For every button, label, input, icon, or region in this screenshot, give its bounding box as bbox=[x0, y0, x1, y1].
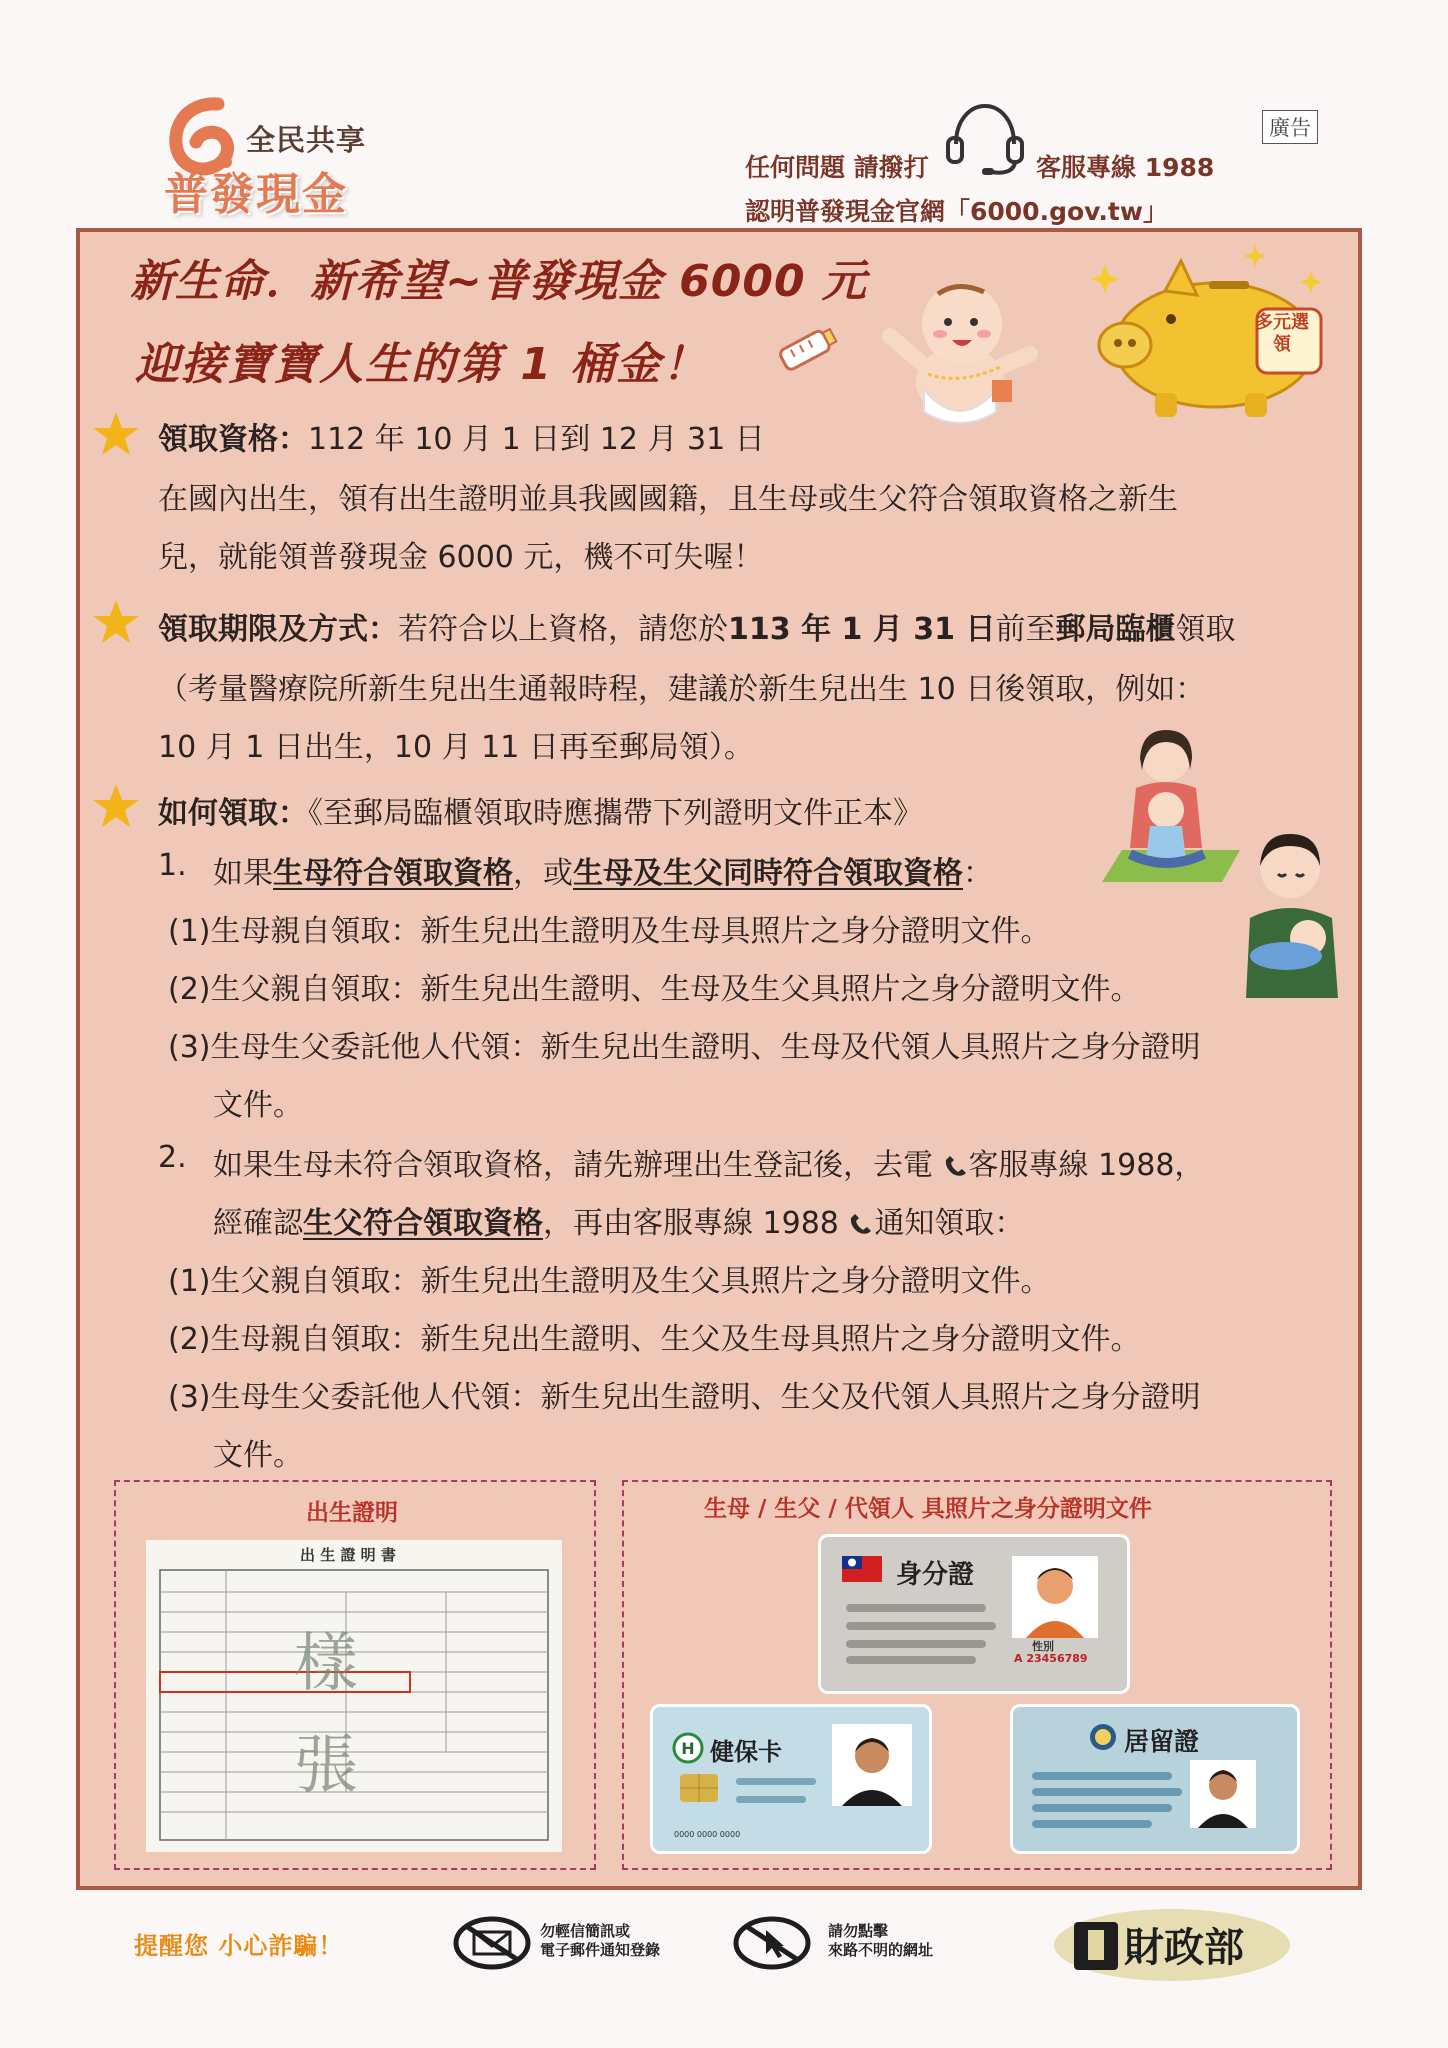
item1-mother-eligible: 生母符合領取資格 bbox=[273, 856, 513, 891]
headline-line2: 迎接寶寶人生的第 1 桶金！ bbox=[135, 339, 709, 390]
item1-number: 1. bbox=[158, 848, 187, 883]
item1-text-c: ，或 bbox=[513, 856, 573, 891]
sample-stamp-1: 樣 bbox=[294, 1627, 358, 1701]
portrait-photo-icon bbox=[1012, 1556, 1098, 1638]
deadline-text-1: 若符合以上資格，請您於 bbox=[398, 612, 728, 647]
id-number: A 23456789 bbox=[1014, 1652, 1088, 1665]
portrait-photo-icon bbox=[832, 1724, 912, 1806]
phone-icon bbox=[943, 1156, 969, 1178]
item2-text-c: 經確認 bbox=[213, 1206, 303, 1241]
eligibility-body-1: 在國內出生，領有出生證明並具我國國籍，且生母或生父符合領取資格之新生 bbox=[158, 482, 1178, 517]
chip-icon bbox=[680, 1774, 718, 1802]
mother-baby-illustration-icon bbox=[1092, 722, 1240, 890]
item1-sub3-cont: 文件。 bbox=[213, 1088, 303, 1123]
no-click-icon bbox=[732, 1916, 812, 1970]
deadline-date: 113 年 1 月 31 日 bbox=[728, 612, 996, 647]
sms-warning-line1: 勿輕信簡訊或 bbox=[540, 1922, 631, 1940]
portrait-photo-icon bbox=[1190, 1760, 1256, 1828]
nhi-lines-icon bbox=[736, 1778, 816, 1806]
item2-text-f: 通知領取： bbox=[874, 1206, 1025, 1241]
phone-icon bbox=[848, 1214, 874, 1236]
nhi-logo-icon bbox=[672, 1732, 704, 1764]
flag-icon bbox=[842, 1556, 882, 1582]
baby-illustration-icon bbox=[868, 262, 1048, 437]
nhi-number: 0000 0000 0000 bbox=[674, 1830, 741, 1839]
item2-text-a: 如果生母未符合領取資格，請先辦理出生登記後，去電 bbox=[213, 1148, 933, 1183]
item2-father-eligible: 生父符合領取資格 bbox=[303, 1206, 543, 1241]
star-icon bbox=[92, 410, 140, 458]
item2-text-e: ，再由客服專線 1988 bbox=[543, 1206, 839, 1241]
svg-text:H: H bbox=[681, 1739, 695, 1758]
item2-hotline: 客服專線 1988， bbox=[968, 1148, 1205, 1183]
certificate-heading: 出 生 證 明 書 bbox=[300, 1546, 396, 1564]
ministry-name: 財政部 bbox=[1124, 1925, 1244, 1971]
emblem-icon bbox=[1088, 1722, 1118, 1752]
item1-sub3: (3)生母生父委託他人代領：新生兒出生證明、生母及代領人具照片之身分證明 bbox=[168, 1030, 1201, 1065]
official-website: 認明普發現金官網「6000.gov.tw」 bbox=[745, 197, 1168, 226]
arc-lines-icon bbox=[1032, 1772, 1182, 1830]
deadline-note-2: 10 月 1 日出生，10 月 11 日再至郵局領）。 bbox=[158, 730, 754, 765]
id-card-lines-icon bbox=[846, 1604, 996, 1664]
no-sms-icon bbox=[452, 1916, 532, 1970]
eligibility-label: 領取資格： bbox=[158, 422, 308, 457]
headset-icon bbox=[940, 100, 1030, 178]
pig-badge-text: 多元選領 bbox=[1255, 312, 1309, 355]
item1-text-e: ： bbox=[963, 856, 993, 891]
item1-both-eligible: 生母及生父同時符合領取資格 bbox=[573, 856, 963, 891]
sms-warning-line2: 電子郵件通知登錄 bbox=[540, 1941, 661, 1959]
star-icon bbox=[92, 598, 140, 646]
item2-number: 2. bbox=[158, 1140, 187, 1175]
link-warning-line1: 請勿點擊 bbox=[828, 1922, 889, 1940]
hotline-number: 客服專線 1988 bbox=[1036, 153, 1215, 182]
nhi-card-label: 健保卡 bbox=[710, 1738, 782, 1766]
arc-card-label: 居留證 bbox=[1124, 1727, 1200, 1756]
item1-sub1: (1)生母親自領取：新生兒出生證明及生母具照片之身分證明文件。 bbox=[168, 914, 1051, 949]
item2-sub3: (3)生母生父委託他人代領：新生兒出生證明、生父及代領人具照片之身分證明 bbox=[168, 1380, 1201, 1415]
deadline-text-2: 前至 bbox=[995, 612, 1056, 647]
star-icon bbox=[92, 782, 140, 830]
sample-stamp-2: 張 bbox=[294, 1729, 358, 1803]
hotline-prompt: 任何問題 請撥打 bbox=[745, 153, 929, 182]
baby-bottle-icon bbox=[770, 318, 844, 378]
item1-text-a: 如果 bbox=[213, 856, 273, 891]
logo-text-top: 全民共享 bbox=[246, 123, 367, 157]
id-gender-label: 性別 bbox=[1032, 1640, 1054, 1653]
post-office-counter: 郵局臨櫃 bbox=[1055, 612, 1176, 647]
deadline-note-1: （考量醫療院所新生兒出生通報時程，建議於新生兒出生 10 日後領取，例如： bbox=[158, 672, 1206, 707]
item2-sub3-cont: 文件。 bbox=[213, 1438, 303, 1473]
link-warning-line2: 來路不明的網址 bbox=[828, 1941, 934, 1959]
deadline-label: 領取期限及方式： bbox=[158, 612, 398, 647]
item2-sub2: (2)生母親自領取：新生兒出生證明、生父及生母具照片之身分證明文件。 bbox=[168, 1322, 1141, 1357]
birth-certificate-title: 出生證明 bbox=[306, 1500, 398, 1526]
eligibility-period: 112 年 10 月 1 日到 12 月 31 日 bbox=[308, 422, 765, 457]
headline-line1: 新生命．新希望~普發現金 6000 元 bbox=[130, 256, 867, 307]
howto-label: 如何領取： bbox=[158, 796, 308, 831]
id-card-label: 身分證 bbox=[896, 1560, 975, 1590]
howto-subtitle: 《至郵局臨櫃領取時應攜帶下列證明文件正本》 bbox=[308, 796, 923, 831]
fraud-warning: 提醒您 小心詐騙！ bbox=[134, 1932, 344, 1960]
item1-sub2: (2)生父親自領取：新生兒出生證明、生母及生父具照片之身分證明文件。 bbox=[168, 972, 1141, 1007]
id-documents-title: 生母 / 生父 / 代領人 具照片之身分證明文件 bbox=[704, 1496, 1152, 1522]
logo-text-bottom: 普發現金 bbox=[164, 169, 348, 220]
ad-badge: 廣告 bbox=[1262, 110, 1318, 144]
deadline-text-3: 領取 bbox=[1175, 612, 1236, 647]
item2-sub1: (1)生父親自領取：新生兒出生證明及生父具照片之身分證明文件。 bbox=[168, 1264, 1051, 1299]
eligibility-body-2: 兒，就能領普發現金 6000 元，機不可失喔！ bbox=[158, 540, 764, 575]
father-baby-illustration-icon bbox=[1238, 828, 1342, 998]
